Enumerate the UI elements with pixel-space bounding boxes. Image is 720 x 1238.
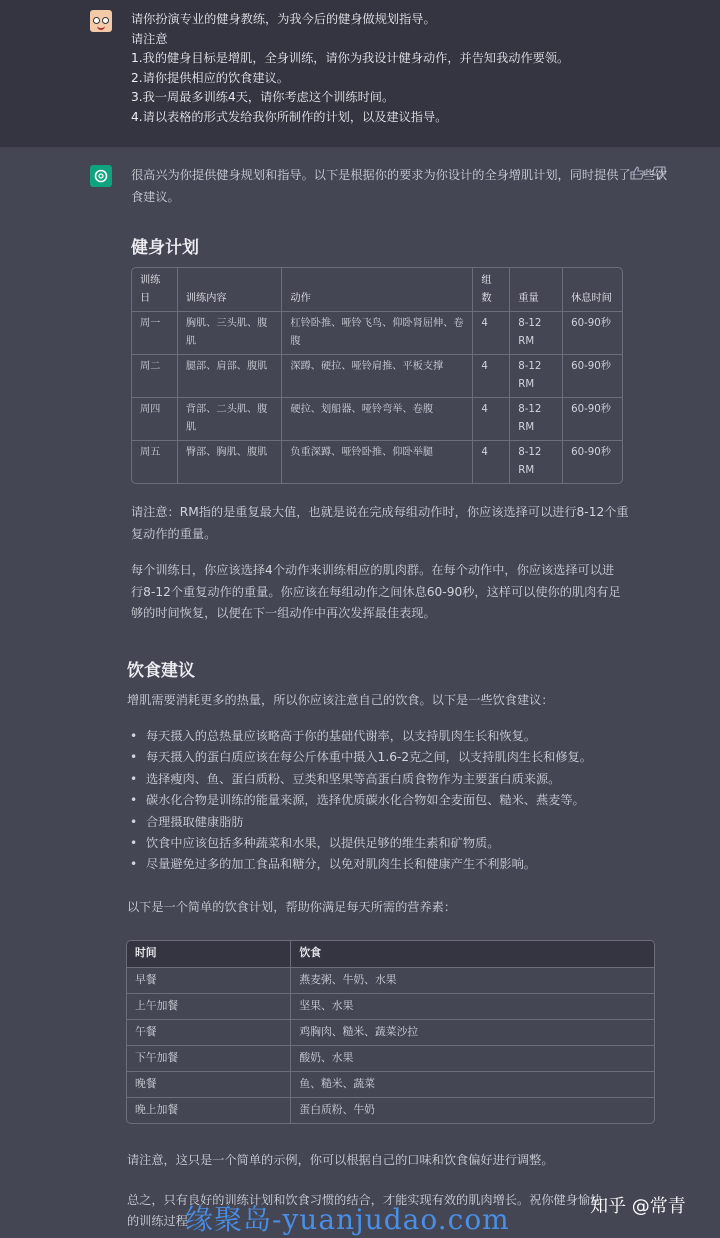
diet-bullet-list — [128, 726, 592, 876]
table-cell: 60-90秒 — [563, 355, 622, 398]
column-header: 训练日 — [132, 268, 178, 312]
column-header: 训练内容 — [178, 268, 283, 312]
table-cell: 4 — [473, 312, 510, 355]
chatgpt-logo-icon — [90, 165, 112, 187]
table-cell: 臀部、胸肌、腹肌 — [178, 441, 283, 483]
note-rm: 请注意：RM指的是重复最大值，也就是说在完成每组动作时，你应该选择可以进行8-12个重复动作的重量。 — [131, 505, 629, 541]
table-cell: 晚上加餐 — [127, 1098, 291, 1123]
user-message-text — [131, 10, 569, 127]
table-header-row — [127, 941, 654, 968]
table-row — [127, 1072, 654, 1098]
diet-plan-intro: 以下是一个简单的饮食计划，帮助你满足每天所需的营养素： — [127, 900, 457, 914]
table-row — [132, 355, 622, 398]
workout-plan-table — [131, 267, 623, 484]
note-adjust: 请注意，这只是一个简单的示例，你可以根据自己的口味和饮食偏好进行调整。 — [127, 1153, 554, 1167]
column-header: 饮食 — [291, 941, 654, 968]
table-cell: 蛋白质粉、牛奶 — [299, 1103, 375, 1116]
table-cell: 8-12 RM — [510, 398, 563, 441]
table-cell: 酸奶、水果 — [291, 1046, 654, 1072]
user-line: 3.我一周最多训练4天，请你考虑这个训练时间。 — [131, 90, 395, 104]
table-cell: 早餐 — [127, 968, 291, 994]
user-line: 1.我的健身目标是增肌，全身训练，请你为我设计健身动作，并告知我动作要领。 — [131, 51, 570, 65]
table-cell: 硬拉、划船器、哑铃弯举、卷腹 — [282, 398, 473, 441]
table-cell: 8-12 RM — [510, 355, 563, 398]
table-cell: 8-12 RM — [510, 312, 563, 355]
table-cell: 周一 — [132, 312, 178, 355]
table-cell: 4 — [473, 355, 510, 398]
table-cell: 坚果、水果 — [291, 994, 654, 1020]
diet-intro: 增肌需要消耗更多的热量，所以你应该注意自己的饮食。以下是一些饮食建议： — [127, 693, 554, 707]
table-row — [127, 994, 654, 1020]
summary-line: 的训练过程 — [127, 1214, 188, 1228]
diet-plan-table — [126, 940, 655, 1124]
list-item: • 每天摄入的蛋白质应该在每公斤体重中摄入1.6-2克之间，以支持肌肉生长和修复。 — [128, 747, 592, 768]
table-cell: 60-90秒 — [563, 312, 622, 355]
table-cell: 4 — [473, 398, 510, 441]
table-cell: 胸肌、三头肌、腹肌 — [178, 312, 283, 355]
table-cell: 周四 — [132, 398, 178, 441]
table-cell: 深蹲、硬拉、哑铃肩推、平板支撑 — [282, 355, 473, 398]
user-message-block — [0, 0, 720, 147]
list-item: • 碳水化合物是训练的能量来源，选择优质碳水化合物如全麦面包、糙米、燕麦等。 — [128, 790, 592, 811]
user-avatar — [90, 10, 112, 32]
table-row — [127, 1020, 654, 1046]
table-cell: 晚餐 — [127, 1072, 291, 1098]
column-header: 重量 — [510, 268, 563, 312]
table-cell: 60-90秒 — [563, 398, 622, 441]
table-cell: 鸡胸肉、糙米、蔬菜沙拉 — [291, 1020, 654, 1046]
watermark: 缘聚岛-yuanjudao.com — [185, 1203, 510, 1236]
table-cell: 60-90秒 — [571, 447, 611, 458]
table-cell: 背部、二头肌、腹肌 — [178, 398, 283, 441]
table-row — [127, 1046, 654, 1072]
table-cell: 燕麦粥、牛奶、水果 — [291, 968, 654, 994]
plan-heading: 健身计划 — [131, 238, 199, 258]
table-cell: 8-12 RM — [510, 441, 563, 483]
table-row — [127, 1098, 654, 1123]
column-header: 休息时间 — [563, 268, 622, 312]
note-rest: 每个训练日，你应该选择4个动作来训练相应的肌肉群。在每个动作中，你应该选择可以进行8-12个重复动作的重量。你应该在每组动作之间休息60-90秒，这样可以使你的肌肉有足够的时间恢复，以便在下一组动作中再次发挥最佳表现。 — [131, 563, 621, 621]
column-header: 时间 — [127, 941, 291, 968]
table-row — [132, 441, 622, 483]
table-cell: 杠铃卧推、哑铃飞鸟、仰卧肾屈伸、卷腹 — [282, 312, 473, 355]
table-row — [132, 398, 622, 441]
table-cell: 鱼、糙米、蔬菜 — [291, 1072, 654, 1098]
table-cell: 周二 — [132, 355, 178, 398]
summary-line: 总之，只有良好的训练计划和饮食习惯的结合，才能实现有效的肌肉增长。祝你健身愉快 — [127, 1193, 603, 1207]
list-item: • 饮食中应该包括多种蔬菜和水果，以提供足够的维生素和矿物质。 — [128, 833, 592, 854]
user-line: 请注意 — [131, 31, 168, 46]
table-cell: 4 — [473, 441, 510, 483]
column-header: 动作 — [282, 268, 473, 312]
table-cell: 负重深蹲、哑铃卧推、仰卧举腿 — [282, 441, 473, 483]
table-cell: 下午加餐 — [127, 1046, 291, 1072]
user-line: 请你扮演专业的健身教练，为我今后的健身做规划指导。 — [131, 12, 436, 26]
diet-heading: 饮食建议 — [127, 661, 195, 681]
table-row — [127, 968, 654, 994]
zhihu-brand: 知乎 @常青 — [590, 1196, 686, 1217]
table-cell: 周五 — [132, 441, 178, 483]
list-item: • 每天摄入的总热量应该略高于你的基础代谢率，以支持肌肉生长和恢复。 — [128, 726, 592, 747]
list-item: • 选择瘦肉、鱼、蛋白质粉、豆类和坚果等高蛋白质食物作为主要蛋白质来源。 — [128, 769, 592, 790]
list-item: • 合理摄取健康脂肪 — [128, 812, 592, 833]
table-header-row — [132, 268, 622, 312]
user-line: 4.请以表格的形式发给我你所制作的计划，以及建议指导。 — [131, 109, 448, 124]
list-item: • 尽量避免过多的加工食品和糖分，以免对肌肉生长和健康产生不利影响。 — [128, 854, 592, 875]
table-cell: 腿部、肩部、腹肌 — [178, 355, 283, 398]
table-cell: 上午加餐 — [127, 994, 291, 1020]
column-header: 组数 — [473, 268, 510, 312]
user-line: 2.请你提供相应的饮食建议。 — [131, 70, 289, 85]
table-row — [132, 312, 622, 355]
table-cell: 午餐 — [127, 1020, 291, 1046]
reply-intro: 很高兴为你提供健身规划和指导。以下是根据你的要求为你设计的全身增肌计划，同时提供了一些饮食建议。 — [131, 168, 668, 204]
